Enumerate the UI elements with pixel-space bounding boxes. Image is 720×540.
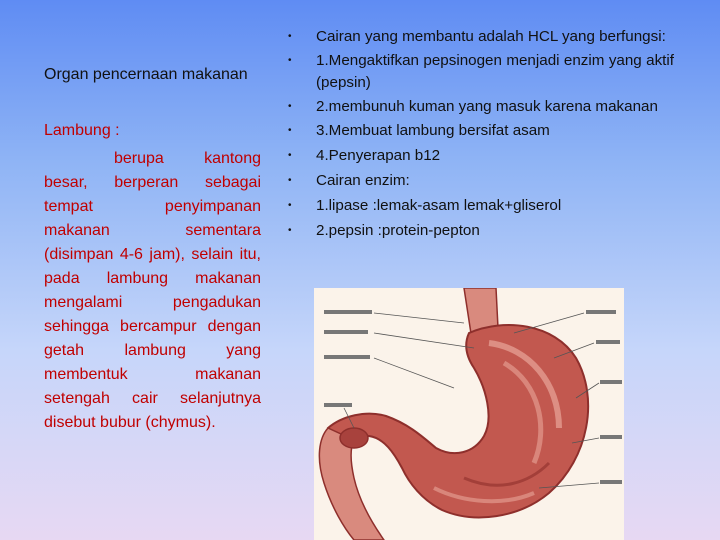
bullet-item (288, 120, 674, 142)
bullet-marker: • (288, 101, 292, 112)
bullet-text: 1.Mengaktifkan pepsinogen menjadi enzim yang aktif (pepsin) (316, 52, 674, 91)
bullet-marker: • (288, 175, 292, 186)
bullet-text: Cairan enzim: (316, 172, 410, 189)
stomach-anatomy-illustration (314, 288, 624, 540)
bullet-item (288, 50, 674, 94)
stomach-drawing (314, 288, 624, 540)
bullet-text: 4.Penyerapan b12 (316, 147, 441, 164)
bullet-item (288, 96, 674, 118)
bullet-marker: • (288, 150, 292, 161)
bullet-item (288, 145, 674, 167)
bullet-text: 3.Membuat lambung bersifat asam (316, 122, 550, 139)
bullet-item (288, 26, 674, 48)
bullet-item (288, 195, 674, 217)
bullet-text: Cairan yang membantu adalah HCL yang berfungsi: (316, 28, 666, 45)
bullet-text: 2.membunuh kuman yang masuk karena makanan (316, 98, 658, 115)
bullet-list (288, 26, 674, 245)
section-heading-lambung: Lambung : (44, 122, 120, 139)
pylorus-ring (340, 428, 368, 448)
bullet-item (288, 170, 674, 192)
stomach-body-shape (328, 325, 588, 517)
bullet-marker: • (288, 200, 292, 211)
bullet-marker: • (288, 31, 292, 42)
bullet-marker: • (288, 125, 292, 136)
bullet-item (288, 220, 674, 242)
bullet-text: 1.lipase :lemak-asam lemak+gliserol (316, 197, 562, 214)
bullet-text: 2.pepsin :protein-pepton (316, 222, 480, 239)
bullet-marker: • (288, 225, 292, 236)
slide-title: Organ pencernaan makanan (44, 66, 248, 83)
lambung-description: berupa kantong besar, berperan sebagai tempat penyimpanan makanan sementara (disimpan 4-6 jam), selain itu, pada lambung makanan mengalami pengadukan sehingga bercampur dengan getah lambung yang membentuk makanan setengah cair selanjutnya disebut bubur (chymus). (44, 150, 261, 431)
bullet-marker: • (288, 55, 292, 66)
